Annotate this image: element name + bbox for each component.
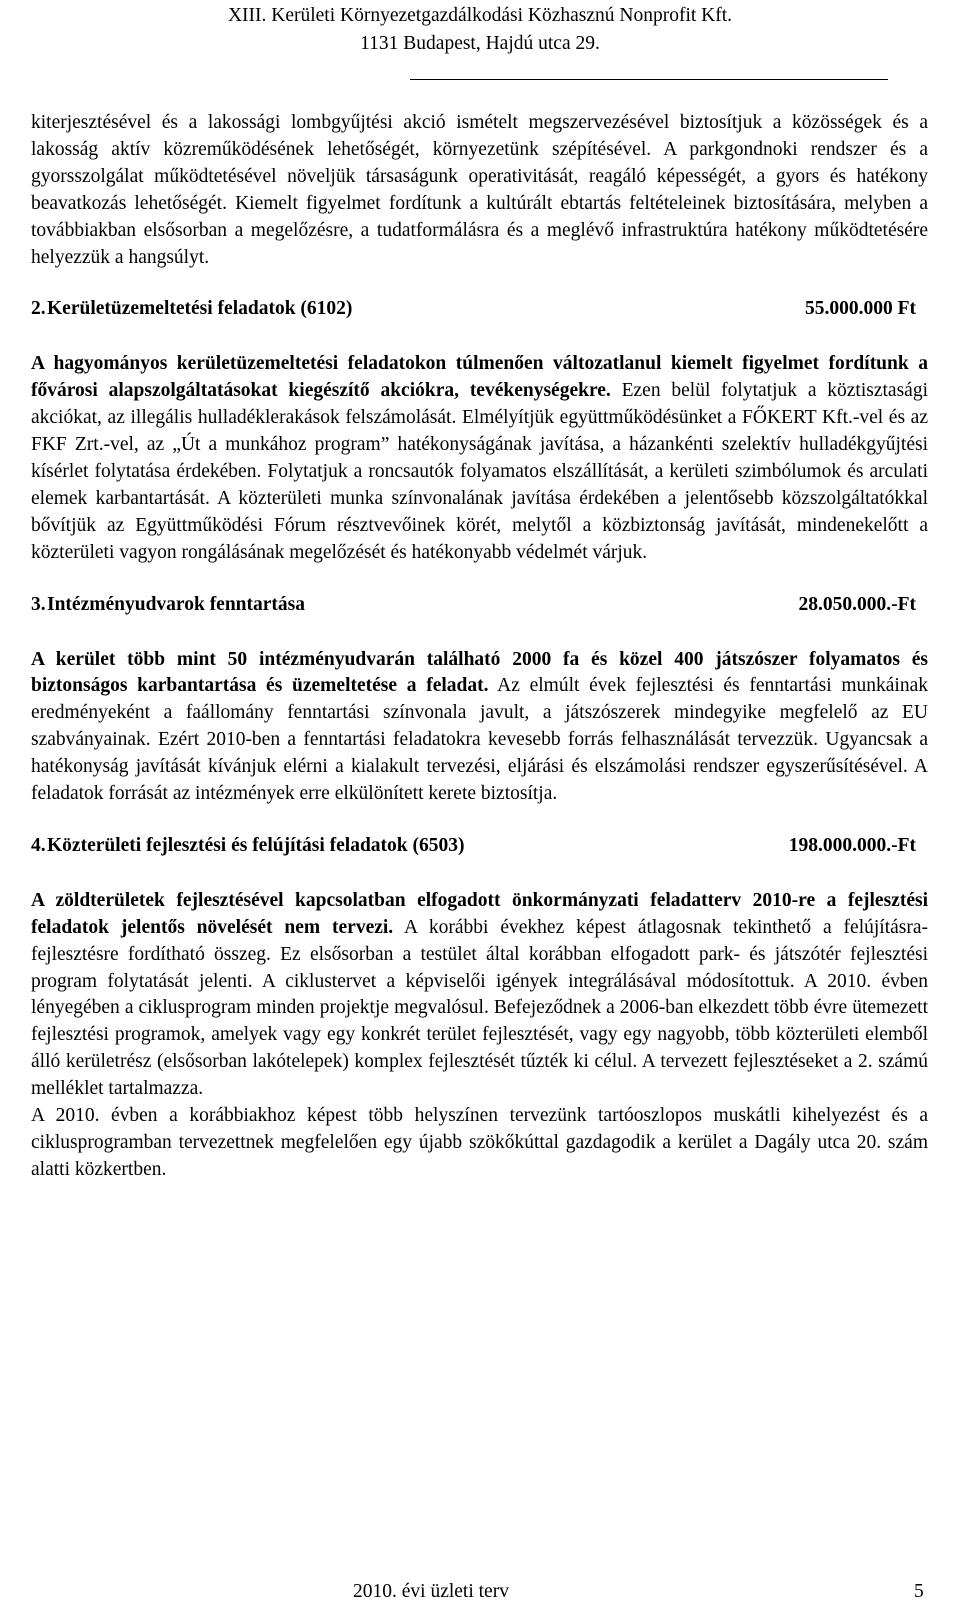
section-number: 3. (31, 593, 46, 615)
page-body (31, 110, 928, 1184)
section-amount: 28.050.000.-Ft (798, 593, 916, 615)
section-text: Ezen belül folytatjuk a köztisztasági akciókat, az illegális hulladéklerakások felszámolását. Elmélyítjük együttműködésünket a FŐKERT Kft.-vel és az FKF Zrt.-vel, az „Út a munkához program” hatékonyságának javítása, a házankénti szelektív hulladékgyűjtési kísérlet folytatása érdekében. Folytatjuk a roncsautók folyamatos elszállítását, a kerületi szimbólumok és arculati elemek karbantartását. A közterületi munka színvonalának javítása érdekében a jelentősebb közszolgáltatókkal bővítjük az Együttműködési Fórum résztvevőinek körét, melytől a közbiztonság javítását, mindenekelőtt a közterületi vagyon rongálásának megelőzését és hatékonyabb védelmét várjuk. (31, 380, 928, 563)
header-rule (410, 79, 888, 80)
section-paragraph-3 (31, 647, 928, 808)
intro-paragraph: kiterjesztésével és a lakossági lombgyűjtési akció ismételt megszervezésével biztosítjuk a közösségek és a lakosság aktív közreműködésének lehetőségét, környezetünk szépítésével. A parkgondnoki rendszer és a gyorsszolgálat működtetésével növeljük társaságunk operativitását, reagáló képességét, a gyors és hatékony beavatkozás lehetőségét. Kiemelt figyelmet fordítunk a kultúrált ebtartás feltételeinek biztosítására, melyben a továbbiakban elsősorban a megelőzésre, a tudatformálásra és a meglévő infrastruktúra hatékony működtetésére helyezzük a hangsúlyt. (31, 112, 928, 268)
section-amount: 198.000.000.-Ft (788, 834, 916, 856)
section-heading-3 (31, 592, 928, 619)
section-amount: 55.000.000 Ft (804, 298, 916, 320)
section-lead: A zöldterületek fejlesztésével kapcsolatban elfogadott önkormányzati feladatterv 2010-re a fejlesztési feladatok jelentős növelését nem tervezi. (31, 889, 928, 938)
section-text: Az elmúlt évek fejlesztési és fenntartási munkáinak eredményeként a faállomány fenntartási színvonala javult, a játszószerek mindegyike megfelelő az EU szabványainak. Ezért 2010-ben a fenntartási feladatokra kevesebb forrás felhasználását tervezzük. Ugyancsak a hatékonyság javítását kívánjuk elérni a kialakult tervezési, eljárási és elszámolási rendszer egyszerűsítésével. A feladatok forrását az intézmények erre elkülönített kerete biztosítja. (31, 675, 928, 805)
section-paragraph-4-extra: A 2010. évben a korábbiakhoz képest több helyszínen tervezünk tartóoszlopos muskátli kihelyezést és a ciklusprogramban tervezettnek megfelelően egy újabb szökőkúttal gazdagodik a kerület a Dagály utca 20. szám alatti közkertben. (31, 1105, 928, 1180)
section-title-text: Kerületüzemeltetési feladatok (6102) (47, 298, 353, 320)
section-title-text: Közterületi fejlesztési és felújítási feladatok (6503) (47, 834, 465, 856)
section-heading-2 (31, 296, 928, 323)
section-paragraph-2 (31, 351, 928, 566)
page-header (0, 2, 960, 58)
section-lead: A kerület több mint 50 intézményudvarán található 2000 fa és közel 400 játszószer folyamatos és biztonságos karbantartása és üzemeltetése a feladat. (31, 648, 928, 697)
section-title (31, 296, 352, 323)
footer-document-title: 2010. évi üzleti terv (353, 1581, 509, 1602)
page-number: 5 (914, 1581, 924, 1602)
header-company-name: XIII. Kerületi Környezetgazdálkodási Közhasznú Nonprofit Kft. (227, 5, 733, 26)
section-title-text: Intézményudvarok fenntartása (47, 593, 306, 615)
section-number: 4. (31, 834, 46, 856)
section-paragraph-4 (31, 888, 928, 1103)
section-heading-4 (31, 833, 928, 860)
header-address: 1131 Budapest, Hajdú utca 29. (360, 33, 600, 54)
section-title (31, 592, 305, 619)
section-number: 2. (31, 298, 46, 320)
section-title (31, 833, 465, 860)
section-lead: A hagyományos kerületüzemeltetési feladatokon túlmenően változatlanul kiemelt figyelmet fordítunk a fővárosi alapszolgáltatásokat kiegészítő akciókra, tevékenységekre. (31, 353, 928, 402)
section-text: A korábbi évekhez képest átlagosnak tekinthető a felújításra-fejlesztésre fordítható összeg. Ez elsősorban a testület által korábban elfogadott park- és játszótér fejlesztési program folytatását jelenti. A ciklustervet a képviselői igények integrálásával módosítottuk. A 2010. évben lényegében a ciklusprogram minden projektje megvalósul. Befejeződnek a 2006-ban elkezdett több évre ütemezett fejlesztési programok, amelyek vagy egy konkrét terület fejlesztését, vagy egy nagyobb, több közterületi elemből álló kerületrész (elsősorban lakótelepek) komplex fejlesztését tűzték ki célul. A tervezett fejlesztéseket a 2. számú melléklet tartalmazza. (31, 916, 928, 1100)
